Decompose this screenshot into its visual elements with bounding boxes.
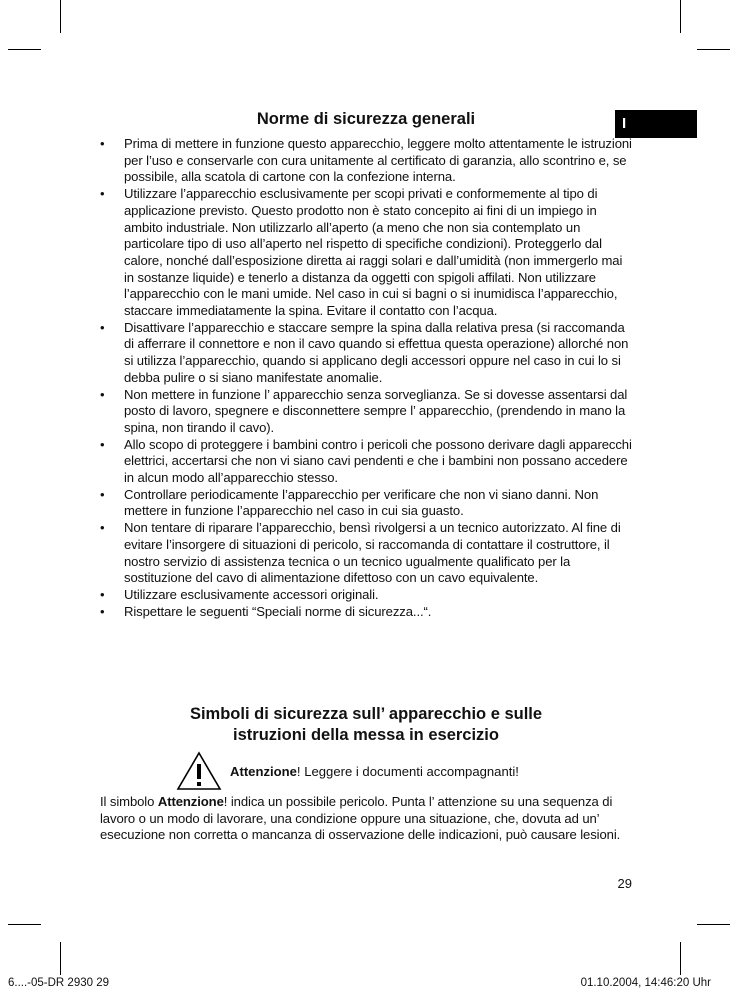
list-item <box>100 320 634 387</box>
list-item-text: Utilizzare l’apparecchio esclusivamente per scopi privati e conformemente al tipo di applicazione previsto. Questo prodotto non è stato concepito ai fini di un impiego in ambito industriale. Non utilizzarlo all’aperto (a meno che non sia contemplato un particolare tipo di uso all’aperto nel rispetto di specifiche condizioni). Proteggerlo dal calore, nonché dall’esposizione diretta ai raggi solari e dall’umidità (non immergerlo mai in sostanze liquide) e tenerlo a distanza da oggetti con spigoli affilati. Non utilizzare l’apparecchio con le mani umide. Nel caso in cui si bagni o si inumidisca l’apparecchio, staccare immediatamente la spina. Evitare il contatto con l’acqua. <box>124 186 623 319</box>
list-item-text: Allo scopo di proteggere i bambini contro i pericoli che possono derivare dagli apparecchi elettrici, accertarsi che non vi siano cavi pendenti e che i bambini non possano accedere in alcun modo all’apparecchio stesso. <box>124 436 632 486</box>
attention-label: Attenzione <box>230 763 297 779</box>
list-item-text: Rispettare le seguenti “Speciali norme di sicurezza...“. <box>124 603 432 619</box>
list-item <box>100 186 634 320</box>
body-text-bold: Attenzione <box>157 794 224 809</box>
crop-mark <box>60 942 61 975</box>
list-item-text: Non mettere in funzione l’ apparecchio senza sorveglianza. Se si dovesse assentarsi dal posto di lavoro, spegnere e disconnettere sempre l’ apparecchio, (prendendo in mano la spina, non tirando il cavo). <box>124 386 628 435</box>
bullet-icon: • <box>100 319 105 335</box>
list-item <box>100 437 634 487</box>
section-title-safety-symbols <box>100 704 632 746</box>
crop-mark <box>8 924 41 925</box>
safety-rules-list <box>100 136 634 620</box>
list-item-text: Controllare periodicamente l’apparecchio per verificare che non vi siano danni. Non mettere in funzione l’apparecchio nel caso in cui sia guasto. <box>124 486 599 519</box>
footer-timestamp: 01.10.2004, 14:46:20 Uhr <box>580 977 711 989</box>
list-item-text: Disattivare l’apparecchio e staccare sempre la spina dalla relativa presa (si raccomanda di afferrare il connettore e non il cavo quando si effettua questa operazione) allorché non si utilizza l’apparecchio, quando si applicano degli accessori oppure nel caso in cui lo si debba pulire o si siano manifestate anomalie. <box>124 319 629 385</box>
bullet-icon: • <box>100 520 105 536</box>
crop-mark <box>60 0 61 33</box>
section-title-general-safety: Norme di sicurezza generali <box>256 110 476 128</box>
list-item-text: Utilizzare esclusivamente accessori originali. <box>124 586 379 602</box>
list-item <box>100 387 634 437</box>
attention-explanation <box>100 794 634 844</box>
footer-file-info: 6....-05-DR 2930 29 <box>8 977 110 989</box>
list-item <box>100 136 634 186</box>
bullet-icon: • <box>100 186 105 202</box>
bullet-icon: • <box>100 603 105 619</box>
attention-notice <box>176 751 519 791</box>
body-text-rest: ! indica un possibile pericolo. Punta l’ attenzione su una sequenza di lavoro o un modo di lavorare, una condizione oppure una situazione, che, dovuta ad un’ esecuzione non corretta o mancanza di osservazione delle indicazioni, può causare lesioni. <box>100 794 621 843</box>
language-tab: I <box>615 110 697 138</box>
crop-mark <box>680 942 681 975</box>
bullet-icon: • <box>100 136 105 151</box>
bullet-icon: • <box>100 386 105 402</box>
list-item <box>100 487 634 520</box>
section-title-line: Simboli di sicurezza sull’ apparecchio e sulle <box>189 705 543 723</box>
list-item-text: Prima di mettere in funzione questo apparecchio, leggere molto attentamente le istruzioni per l’uso e conservarle con cura unitamente al certificato di garanzia, allo scontrino e, se possibile, alla scatola di cartone con la confezione interna. <box>124 136 632 185</box>
list-item-text: Non tentare di riparare l’apparecchio, bensì rivolgersi a un tecnico autorizzato. Al fine di evitare l’insorgere di situazioni di pericolo, si raccomanda di contattare il costruttore, il nostro servizio di assistenza tecnica o un tecnico ugualmente qualificato per la sostituzione del cavo di alimentazione difettoso con un cavo equivalente. <box>124 520 621 586</box>
section-title-line: istruzioni della messa in esercizio <box>233 726 499 744</box>
list-item <box>100 587 634 604</box>
warning-triangle-icon <box>176 751 222 791</box>
bullet-icon: • <box>100 586 105 602</box>
list-item <box>100 604 634 621</box>
bullet-icon: • <box>100 486 105 502</box>
attention-text: ! Leggere i documenti accompagnanti! <box>296 763 519 779</box>
body-text-prefix: Il simbolo <box>100 794 158 809</box>
crop-mark <box>697 924 730 925</box>
list-item <box>100 520 634 587</box>
bullet-icon: • <box>100 436 105 452</box>
crop-mark <box>697 49 730 50</box>
crop-mark <box>680 0 681 33</box>
crop-mark <box>8 49 41 50</box>
page-number: 29 <box>617 876 632 891</box>
